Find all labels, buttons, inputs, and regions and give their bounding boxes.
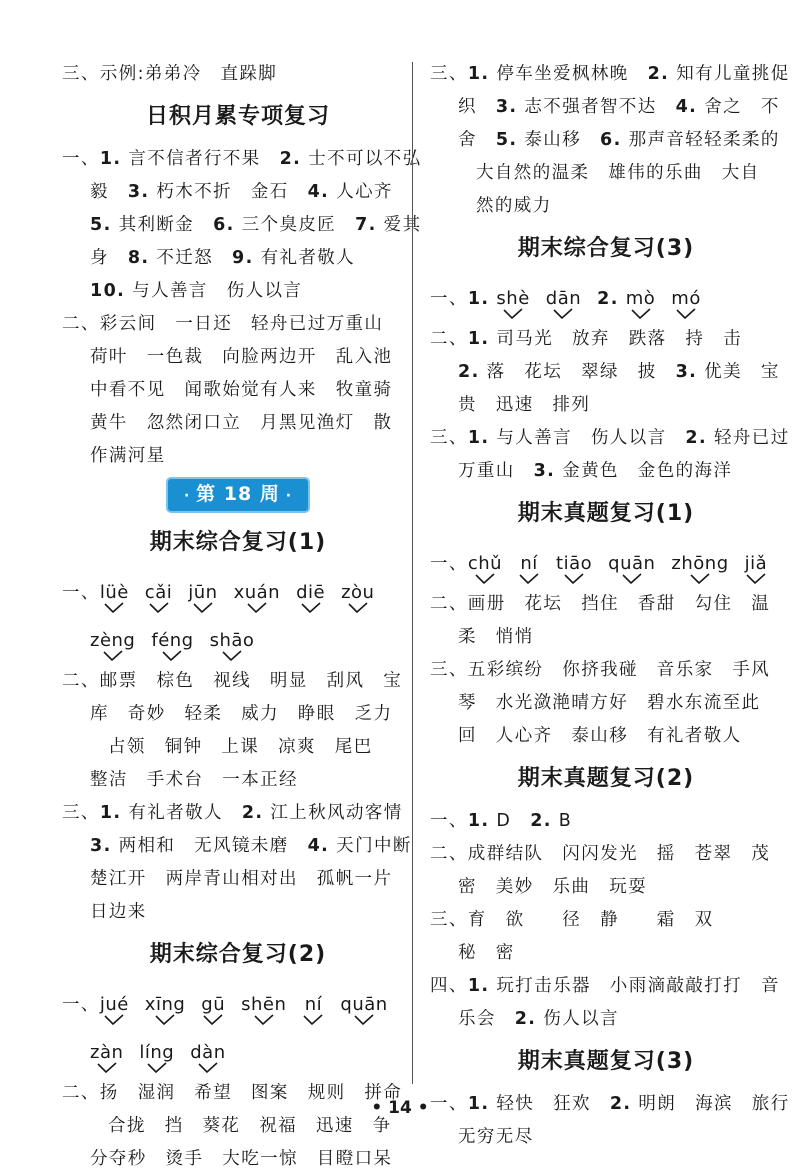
answer-line xyxy=(62,58,414,91)
pinyin-answer xyxy=(234,580,281,614)
dot-icon: · xyxy=(279,488,293,504)
answer-text: 3. 两相和 无风镜未磨 4. 天门中断 xyxy=(90,836,412,856)
pinyin-answer xyxy=(145,992,186,1026)
answer-text: 二、成群结队 闪闪发光 摇 苍翠 茂 xyxy=(430,844,771,864)
answer-text: 四、1. 玩打击乐器 小雨滴敲敲打打 音 xyxy=(430,976,780,996)
answer-text: 回 人心齐 泰山移 有礼者敬人 xyxy=(458,726,742,746)
answer-text: 楚江开 两岸青山相对出 孤帆一片 xyxy=(90,869,393,889)
pinyin-text: quān xyxy=(608,553,656,574)
answer-text: 密 美妙 乐曲 玩耍 xyxy=(458,877,647,897)
answer-line xyxy=(430,805,782,838)
section-heading: 日积月累专项复习 xyxy=(145,104,330,129)
pinyin-text: féng xyxy=(151,630,194,651)
pinyin-answer xyxy=(340,992,387,1026)
pinyin-row xyxy=(430,275,782,323)
pinyin-answer xyxy=(468,551,502,585)
answer-line xyxy=(62,143,422,176)
pinyin-answer xyxy=(671,286,701,320)
pinyin-text: mó xyxy=(671,288,701,309)
answer-line xyxy=(430,904,782,937)
pinyin-answer xyxy=(100,580,129,614)
answer-line xyxy=(430,838,782,871)
pinyin-text: zèng xyxy=(90,630,136,651)
answer-text: 二、扬 湿润 希望 图案 规则 拼命 xyxy=(62,1083,403,1103)
answer-line xyxy=(62,863,414,896)
pinyin-text: xīng xyxy=(144,994,186,1015)
pinyin-text: jiǎ xyxy=(744,553,768,574)
pinyin-answer xyxy=(671,551,728,585)
pinyin-text: dān xyxy=(545,288,582,309)
answer-text: 2. 落 花坛 翠绿 披 3. 优美 宝 xyxy=(458,362,780,382)
answer-line xyxy=(430,621,782,654)
pinyin-text: lüè xyxy=(99,582,129,603)
pinyin-text: shāo xyxy=(209,630,255,651)
answer-text: 分夺秒 烫手 大吃一惊 目瞪口呆 xyxy=(90,1149,393,1169)
answer-line xyxy=(62,731,414,764)
answer-text: 三、1. 有礼者敬人 2. 江上秋风动客情 xyxy=(62,803,403,823)
question-number: 2. xyxy=(597,289,619,309)
answer-line xyxy=(430,1121,782,1154)
answer-text: 琴 水光潋滟晴方好 碧水东流至此 xyxy=(458,693,761,713)
pinyin-row xyxy=(62,569,414,617)
pinyin-text: xuán xyxy=(233,582,281,603)
pinyin-text: dàn xyxy=(190,1042,226,1063)
answer-line xyxy=(62,698,414,731)
pinyin-row xyxy=(62,981,414,1029)
answer-line xyxy=(430,124,782,157)
answer-line xyxy=(62,1143,414,1176)
pinyin-text: jué xyxy=(99,994,129,1015)
answer-text: 三、1. 与人善言 伤人以言 2. 轻舟已过 xyxy=(430,428,790,448)
answer-text: 大自然的温柔 雄伟的乐曲 大自 xyxy=(476,163,760,183)
answer-text: 黄牛 忽然闭口立 月黑见渔灯 散 xyxy=(90,413,393,433)
answer-line xyxy=(430,455,782,488)
answer-text: 秘 密 xyxy=(458,943,515,963)
answer-line xyxy=(430,91,782,124)
answer-line xyxy=(430,58,790,91)
answer-text: 中看不见 闻歌始觉有人来 牧童骑 xyxy=(90,380,393,400)
answer-text: 二、邮票 棕色 视线 明显 刮风 宝 xyxy=(62,671,403,691)
pinyin-answer xyxy=(151,628,193,662)
answer-text: 荷叶 一色裁 向脸两边开 乱入池 xyxy=(90,347,393,367)
section-heading: 期末综合复习(3) xyxy=(517,236,695,261)
answer-line xyxy=(62,440,414,473)
pinyin-answer xyxy=(546,286,581,320)
answer-line xyxy=(62,341,414,374)
answer-line xyxy=(62,797,414,830)
pinyin-text: zàn xyxy=(90,1042,124,1063)
answer-text: 柔 悄悄 xyxy=(458,627,534,647)
answer-text: 整洁 手术台 一本正经 xyxy=(90,770,298,790)
pinyin-text: shè xyxy=(496,288,530,309)
dot-icon: · xyxy=(183,488,197,504)
answer-line xyxy=(62,275,414,308)
pinyin-answer xyxy=(608,551,655,585)
answer-text: 身 8. 不迁怒 9. 有礼者敬人 xyxy=(90,248,356,268)
answer-line xyxy=(62,830,414,863)
answer-text: 占领 铜钟 上课 凉爽 尾巴 xyxy=(108,737,373,757)
answer-text: 毅 3. 朽木不折 金石 4. 人心齐 xyxy=(90,182,393,202)
answer-text: 三、育 欲 径 静 霜 双 xyxy=(430,910,714,930)
pinyin-text: shēn xyxy=(241,994,287,1015)
answer-text: 无穷无尽 xyxy=(458,1127,534,1147)
question-number: 一、 xyxy=(430,554,468,574)
section-heading: 期末真题复习(1) xyxy=(517,501,695,526)
answer-line xyxy=(62,665,414,698)
pinyin-text: ní xyxy=(304,994,323,1015)
pinyin-answer xyxy=(145,580,172,614)
answer-line xyxy=(62,308,414,341)
answer-line xyxy=(430,422,790,455)
week-badge xyxy=(166,477,310,513)
question-number: 一、1. xyxy=(430,289,490,309)
section-heading: 期末真题复习(2) xyxy=(517,766,695,791)
pinyin-text: ní xyxy=(520,553,538,574)
answer-text: 日边来 xyxy=(90,902,147,922)
answer-text: 乐会 2. 伤人以言 xyxy=(458,1009,619,1029)
column-divider xyxy=(412,62,413,1084)
pinyin-text: líng xyxy=(139,1042,175,1063)
pinyin-answer xyxy=(139,1040,174,1074)
answer-line xyxy=(430,871,782,904)
answer-line xyxy=(430,654,782,687)
answer-text: 库 奇妙 轻柔 威力 睁眼 乏力 xyxy=(90,704,393,724)
answer-line xyxy=(430,323,782,356)
answer-line xyxy=(62,407,414,440)
answer-line xyxy=(430,937,782,970)
pinyin-answer xyxy=(90,628,135,662)
pinyin-answer xyxy=(496,286,529,320)
pinyin-answer xyxy=(190,1040,225,1074)
pinyin-text: jūn xyxy=(188,582,218,603)
answer-text: 合拢 挡 葵花 祝福 迅速 争 xyxy=(108,1116,392,1136)
answer-line xyxy=(62,374,414,407)
pinyin-answer xyxy=(745,551,768,585)
pinyin-row xyxy=(430,540,782,588)
question-number: 一、 xyxy=(62,995,100,1015)
pinyin-text: gū xyxy=(201,994,226,1015)
left-column xyxy=(62,58,422,1176)
answer-text: 万重山 3. 金黄色 金色的海洋 xyxy=(458,461,733,481)
answer-text: 一、1. 轻快 狂欢 2. 明朗 海滨 旅行 xyxy=(430,1094,790,1114)
answer-line xyxy=(430,970,782,1003)
week-label: 第 18 周 xyxy=(196,483,280,505)
pinyin-text: chǔ xyxy=(467,553,503,574)
answer-line xyxy=(430,687,782,720)
answer-text: 一、1. 言不信者行不果 2. 士不可以不弘 xyxy=(62,149,422,169)
week-badge-wrapper xyxy=(62,473,414,517)
pinyin-answer xyxy=(626,286,656,320)
pinyin-text: zhōng xyxy=(671,553,729,574)
question-number: 一、 xyxy=(62,583,100,603)
answer-text: 作满河星 xyxy=(90,446,166,466)
answer-line xyxy=(430,720,782,753)
answer-line xyxy=(430,356,782,389)
page-number: • 14 • xyxy=(371,1098,429,1118)
answer-text: 一、1. D 2. B xyxy=(430,811,573,831)
pinyin-answer xyxy=(201,992,225,1026)
answer-text: 三、1. 停车坐爱枫林晚 2. 知有儿童挑促 xyxy=(430,64,790,84)
pinyin-answer xyxy=(296,580,325,614)
section-heading: 期末真题复习(3) xyxy=(517,1049,695,1074)
answer-text: 二、1. 司马光 放弃 跌落 持 击 xyxy=(430,329,743,349)
answer-text: 织 3. 志不强者智不达 4. 舍之 不 xyxy=(458,97,780,117)
answer-line xyxy=(430,588,782,621)
pinyin-answer xyxy=(210,628,255,662)
answer-line xyxy=(62,764,414,797)
section-heading: 期末综合复习(2) xyxy=(149,942,327,967)
pinyin-answer xyxy=(90,1040,123,1074)
answer-line xyxy=(62,896,414,929)
answer-text: 然的威力 xyxy=(476,196,552,216)
pinyin-text: cǎi xyxy=(144,582,173,603)
pinyin-answer xyxy=(518,551,540,585)
answer-line xyxy=(430,389,782,422)
pinyin-row xyxy=(62,617,414,665)
right-column xyxy=(430,58,790,1154)
answer-line xyxy=(430,190,782,223)
answer-text: 二、彩云间 一日还 轻舟已过万重山 xyxy=(62,314,384,334)
answer-text: 贵 迅速 排列 xyxy=(458,395,591,415)
pinyin-text: mò xyxy=(625,288,656,309)
answer-line xyxy=(62,209,422,242)
pinyin-text: diē xyxy=(296,582,326,603)
pinyin-answer xyxy=(241,992,286,1026)
answer-text: 三、示例:弟弟冷 直跺脚 xyxy=(62,64,278,84)
pinyin-answer xyxy=(302,992,324,1026)
pinyin-answer xyxy=(556,551,592,585)
answer-line xyxy=(62,176,414,209)
pinyin-text: tiāo xyxy=(556,553,593,574)
answer-text: 5. 其利断金 6. 三个臭皮匠 7. 爱其 xyxy=(90,215,422,235)
section-heading: 期末综合复习(1) xyxy=(149,530,327,555)
pinyin-answer xyxy=(341,580,374,614)
pinyin-answer xyxy=(100,992,129,1026)
pinyin-text: quān xyxy=(340,994,388,1015)
pinyin-answer xyxy=(188,580,217,614)
answer-line xyxy=(430,1003,782,1036)
answer-text: 二、画册 花坛 挡住 香甜 勾住 温 xyxy=(430,594,771,614)
answer-line xyxy=(430,157,782,190)
answer-text: 舍 5. 泰山移 6. 那声音轻轻柔柔的 xyxy=(458,130,780,150)
pinyin-row xyxy=(62,1029,414,1077)
pinyin-text: zòu xyxy=(341,582,375,603)
answer-text: 三、五彩缤纷 你挤我碰 音乐家 手风 xyxy=(430,660,771,680)
answer-line xyxy=(62,242,414,275)
answer-text: 10. 与人善言 伤人以言 xyxy=(90,281,303,301)
